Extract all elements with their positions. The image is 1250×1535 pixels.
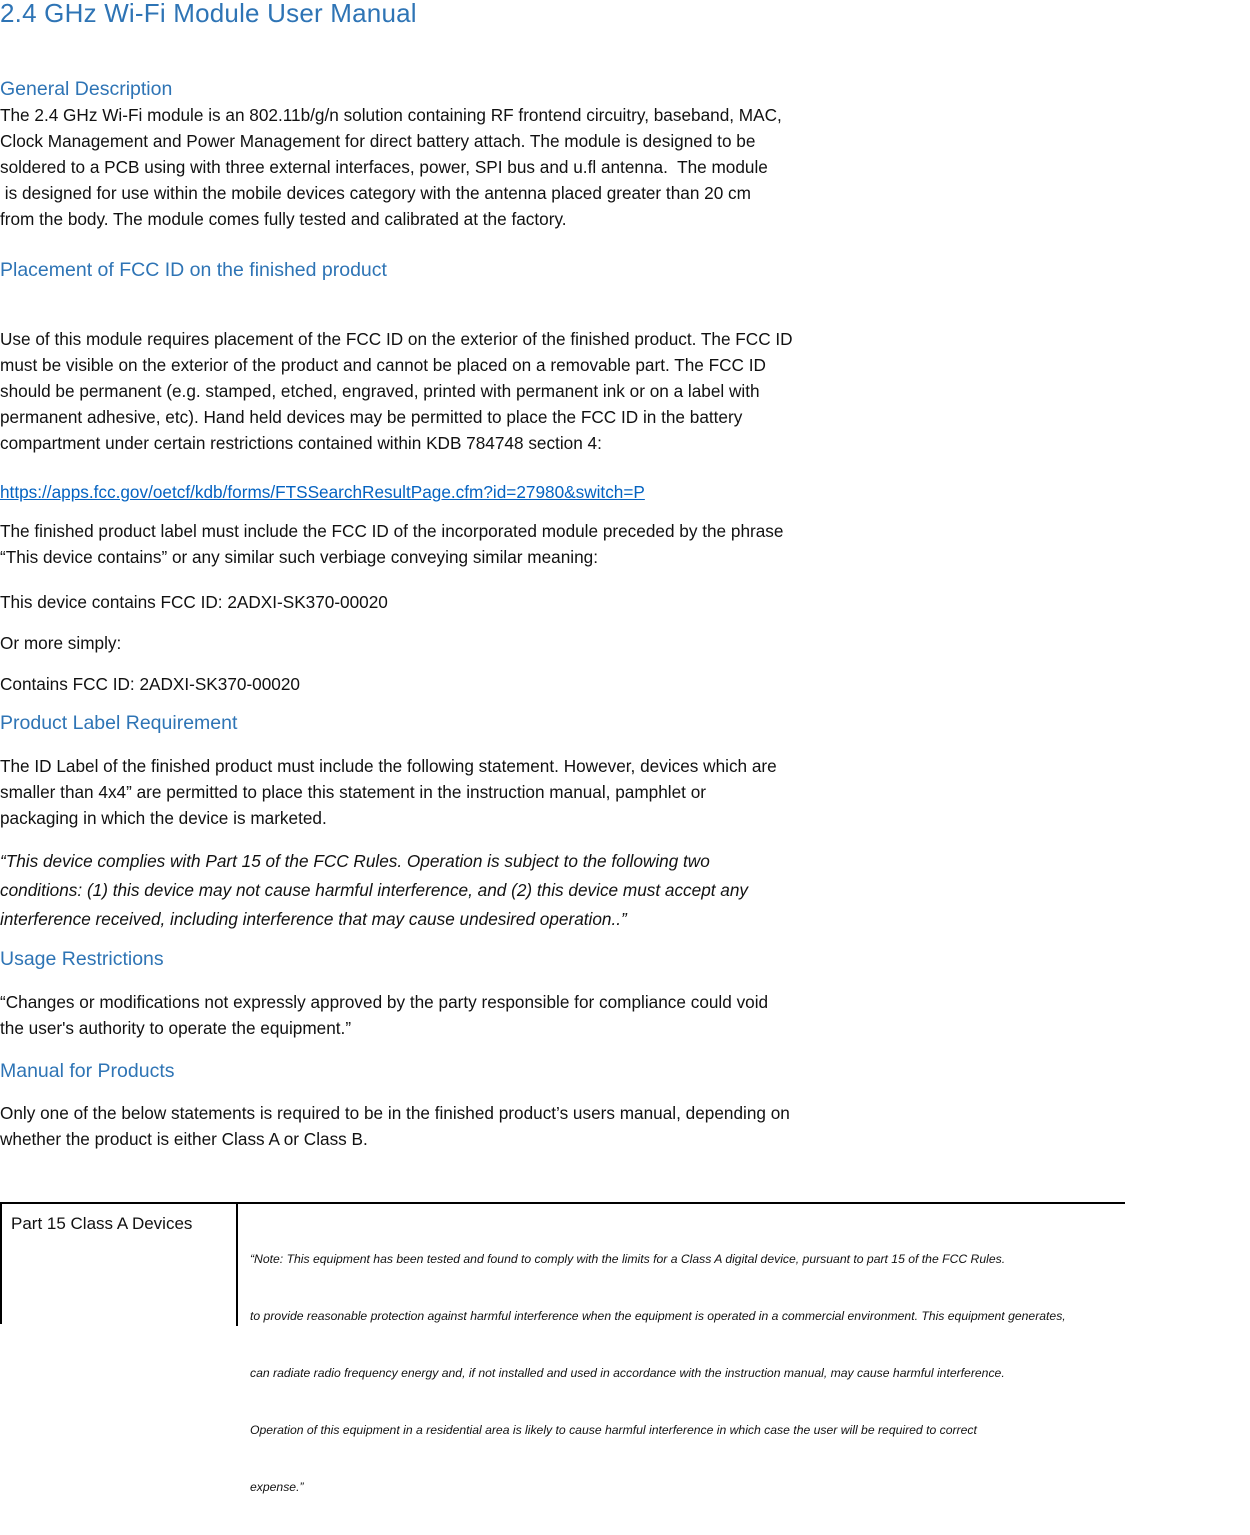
text-line: can radiate radio frequency energy and, if not installed and used in accordance with the instruction manual, may cause harmful interference. (250, 1366, 1005, 1380)
text-line: The finished product label must include the FCC ID of the incorporated module preceded by the phrase (0, 521, 784, 541)
fcc-id-full-statement: This device contains FCC ID: 2ADXI-SK370-00020 (0, 592, 388, 612)
text-line: to provide reasonable protection against harmful interference when the equipment is operated in a commercial environment. This equipment generates, (250, 1309, 1066, 1323)
text-line: Use of this module requires placement of the FCC ID on the exterior of the finished product. The FCC ID (0, 329, 793, 349)
text-line: interference received, including interference that may cause undesired operation..” (0, 909, 627, 929)
text-line: must be visible on the exterior of the product and cannot be placed on a removable part. The FCC ID (0, 355, 766, 375)
manual-paragraph (0, 1100, 980, 1152)
text-line: expense.” (250, 1480, 304, 1494)
label-requirement-paragraph (0, 518, 980, 570)
heading-product-label-requirement: Product Label Requirement (0, 712, 238, 734)
text-line: permanent adhesive, etc). Hand held devices may be permitted to place the FCC ID in the battery (0, 407, 743, 427)
text-line: packaging in which the device is marketed. (0, 808, 327, 828)
text-line: “Changes or modifications not expressly approved by the party responsible for compliance could void (0, 992, 769, 1012)
text-line: The ID Label of the finished product must include the following statement. However, devices which are (0, 756, 777, 776)
text-line: The 2.4 GHz Wi-Fi module is an 802.11b/g/n solution containing RF frontend circuitry, baseband, MAC, (0, 105, 782, 125)
text-line: should be permanent (e.g. stamped, etched, engraved, printed with permanent ink or on a label with (0, 381, 760, 401)
class-statements-table (0, 1202, 1125, 1494)
text-line: Only one of the below statements is required to be in the finished product’s users manual, depending on (0, 1103, 790, 1123)
text-line: from the body. The module comes fully tested and calibrated at the factory. (0, 209, 567, 229)
class-a-note (250, 1212, 1250, 1535)
text-line: smaller than 4x4” are permitted to place this statement in the instruction manual, pamphlet or (0, 782, 706, 802)
text-line: “This device contains” or any similar such verbiage conveying similar meaning: (0, 547, 598, 567)
kdb-link-line (0, 481, 980, 503)
fcc-compliance-quote (0, 847, 980, 934)
text-line: compartment under certain restrictions contained within KDB 784748 section 4: (0, 433, 602, 453)
text-line: Clock Management and Power Management for direct battery attach. The module is designed to be (0, 131, 756, 151)
text-line: conditions: (1) this device may not cause harmful interference, and (2) this device must accept any (0, 880, 749, 900)
heading-placement-fcc-id: Placement of FCC ID on the finished product (0, 259, 387, 281)
fcc-id-short-statement: Contains FCC ID: 2ADXI-SK370-00020 (0, 674, 300, 694)
text-line: whether the product is either Class A or Class B. (0, 1129, 368, 1149)
or-more-simply-text: Or more simply: (0, 633, 122, 653)
heading-usage-restrictions: Usage Restrictions (0, 948, 164, 970)
text-line: “This device complies with Part 15 of the FCC Rules. Operation is subject to the following two (0, 851, 710, 871)
usage-restrictions-paragraph (0, 989, 980, 1041)
placement-paragraph (0, 326, 980, 456)
text-line: soldered to a PCB using with three external interfaces, power, SPI bus and u.fl antenna. The module (0, 157, 768, 177)
heading-general-description: General Description (0, 78, 173, 100)
general-description-paragraph (0, 102, 980, 232)
product-label-paragraph (0, 753, 980, 831)
document-title: 2.4 GHz Wi-Fi Module User Manual (0, 0, 417, 28)
text-line: the user's authority to operate the equipment.” (0, 1018, 352, 1038)
text-line: Operation of this equipment in a residential area is likely to cause harmful interference in which case the user will be required to correct (250, 1423, 977, 1437)
text-line: is designed for use within the mobile devices category with the antenna placed greater than 20 cm (0, 183, 751, 203)
row-label-class-a: Part 15 Class A Devices (2, 1204, 238, 1326)
heading-manual-for-products: Manual for Products (0, 1060, 175, 1082)
kdb-link[interactable]: https://apps.fcc.gov/oetcf/kdb/forms/FTSSearchResultPage.cfm?id=27980&switch=P (0, 482, 645, 502)
text-line: “Note: This equipment has been tested and found to comply with the limits for a Class A digital device, pursuant to part 15 of the FCC Rules. (250, 1252, 1006, 1266)
